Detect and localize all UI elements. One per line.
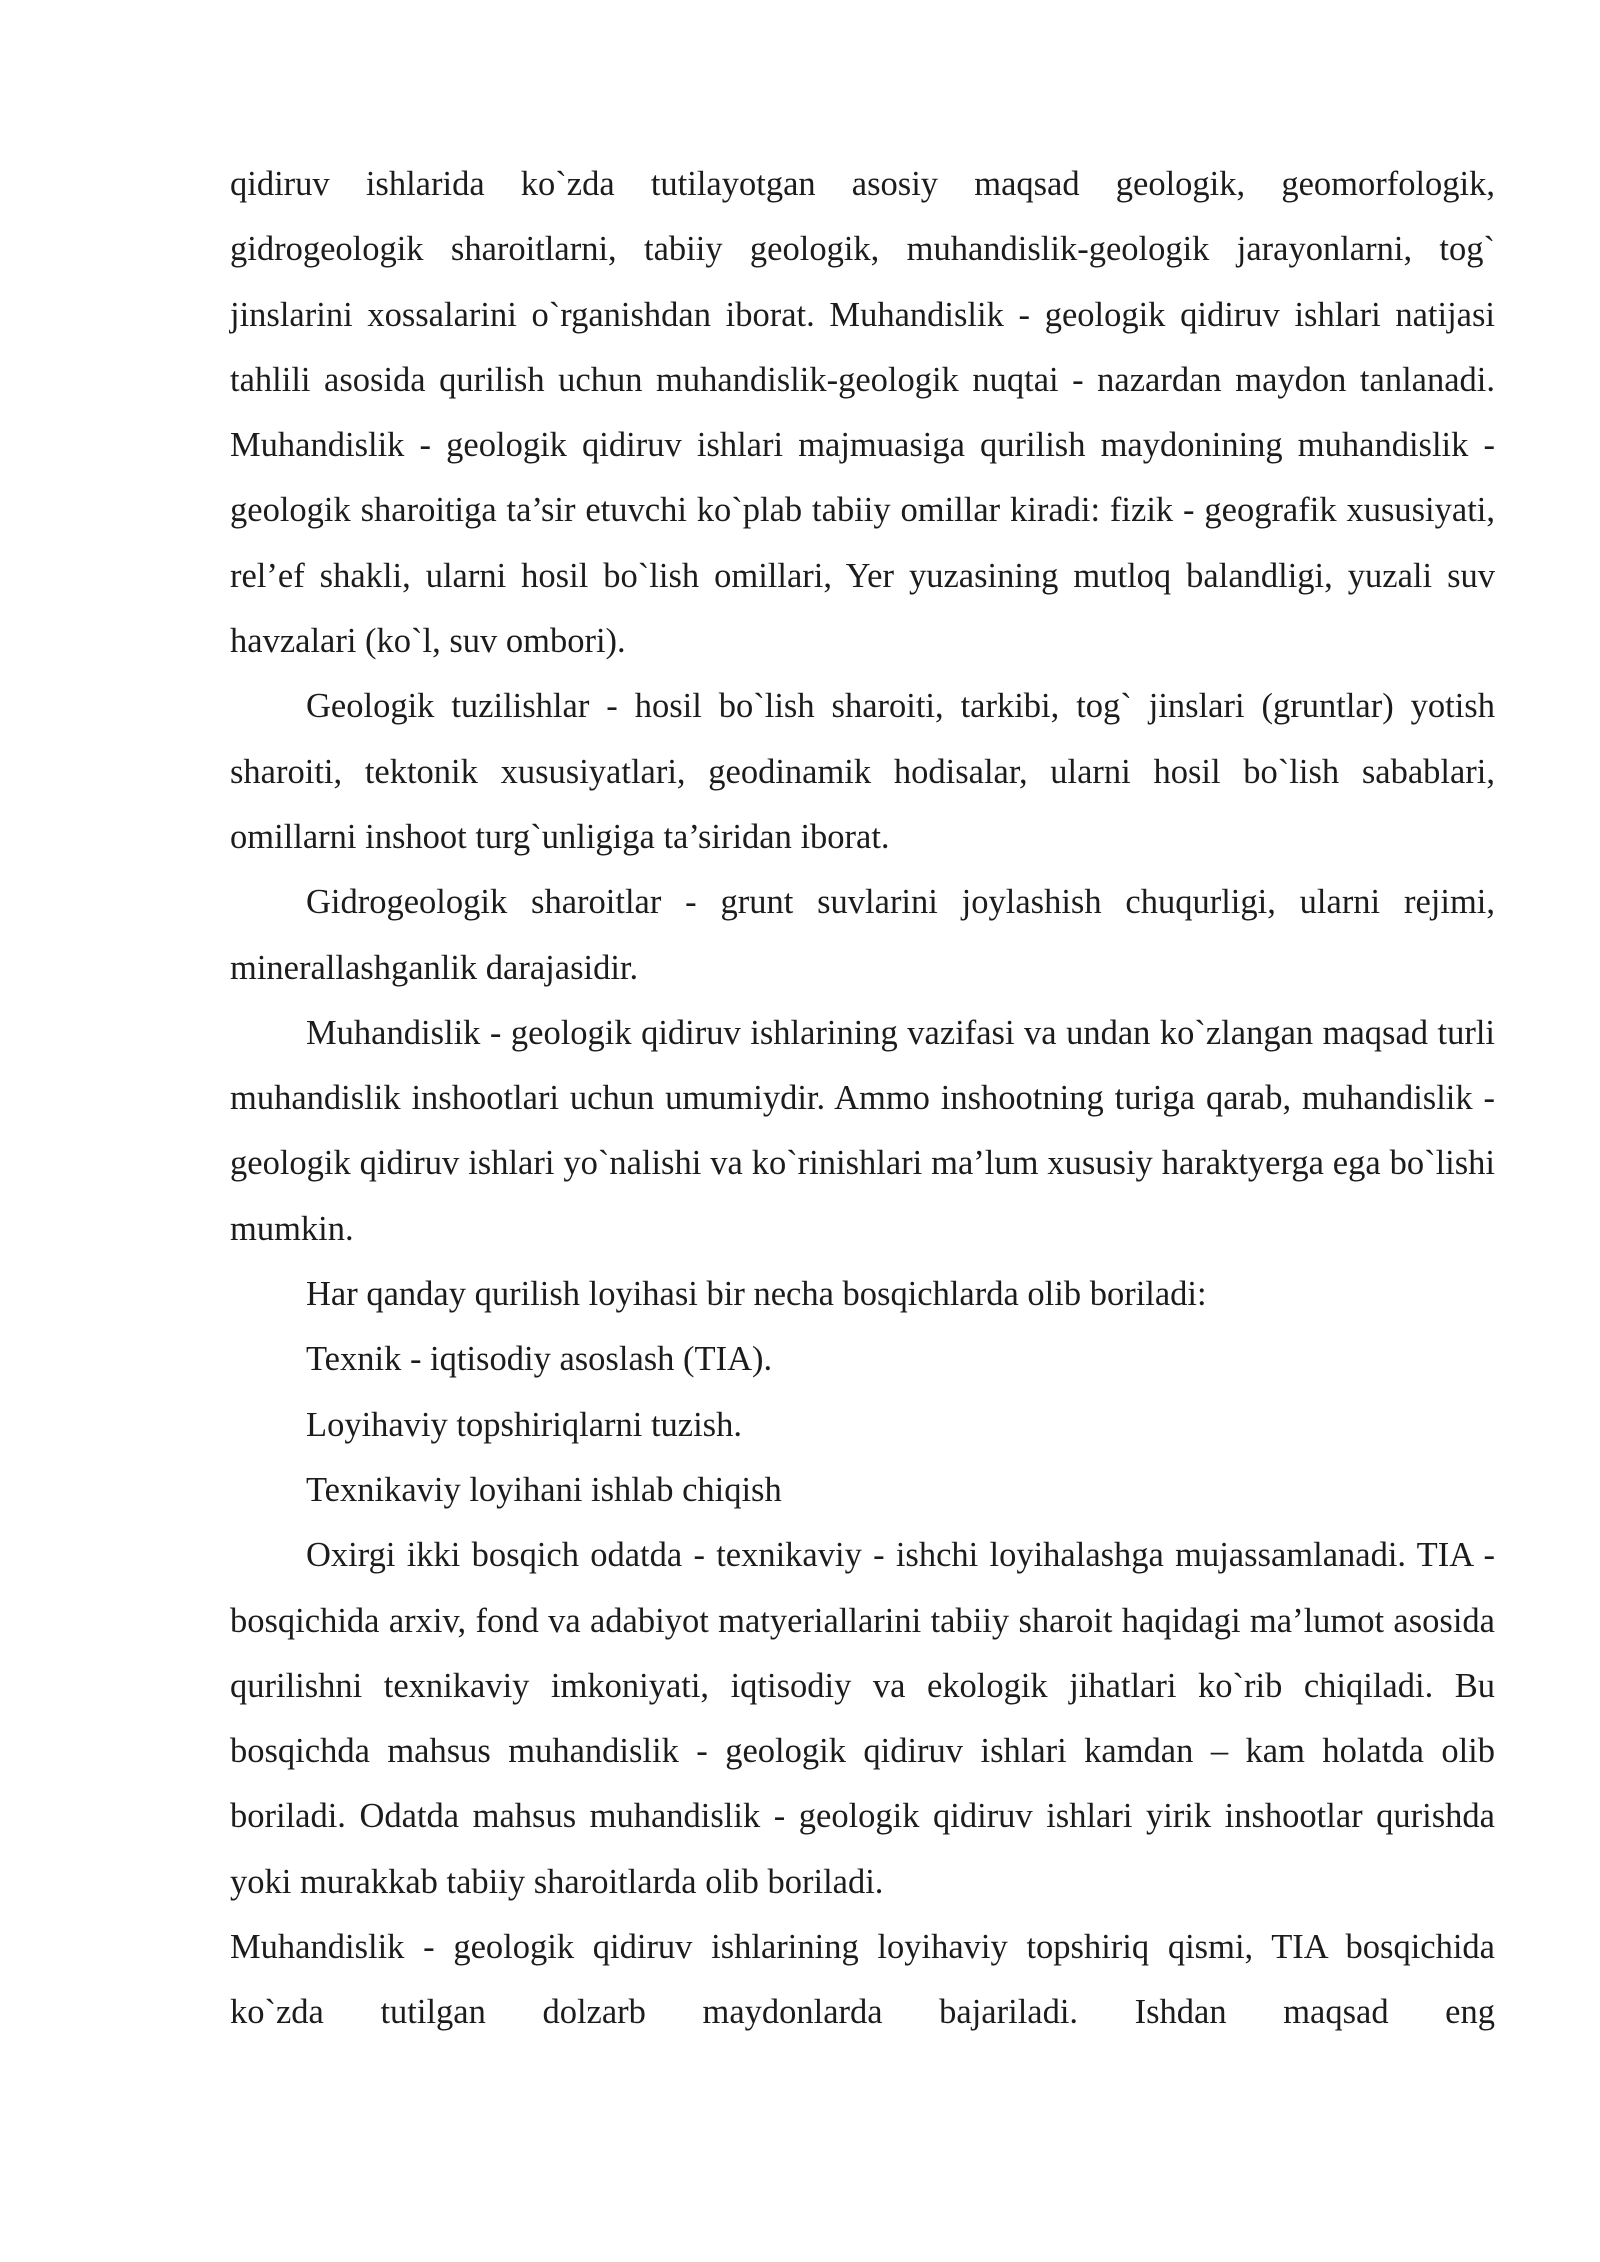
paragraph-project-stages-intro: Har qanday qurilish loyihasi bir necha bosqichlarda olib boriladi: <box>306 1275 1207 1314</box>
paragraph-geological-structures: Geologik tuzilishlar - hosil bo`lish sharoiti, tarkibi, tog` jinslari (gruntlar) yotish sharoiti, tektonik xususiyatlari, geodinamik hodisalar, ularni hosil bo`lish sabablari, omillarni inshoot turg`unligiga ta’siridan iborat. <box>230 687 1495 856</box>
paragraph-last-two-stages: Oxirgi ikki bosqich odatda - texnikaviy - ishchi loyihalashga mujassamlanadi. TIA - bosqichida arxiv, fond va adabiyot matyeriallarini tabiiy sharoit haqidagi ma’lumot asosida qurilishni texnikaviy imkoniyati, iqtisodiy va ekologik jihatlari ko`rib chiqiladi. Bu bosqichda mahsus muhandislik - geologik qidiruv ishlari kamdan – kam holatda olib boriladi. Odatda mahsus muhandislik - geologik qidiruv ishlari yirik inshootlar qurishda yoki murakkab tabiiy sharoitlarda olib boriladi. <box>230 1536 1495 1901</box>
paragraph-survey-tasks: Muhandislik - geologik qidiruv ishlarining vazifasi va undan ko`zlangan maqsad turli muhandislik inshootlari uchun umumiydir. Ammo inshootning turiga qarab, muhandislik - geologik qidiruv ishlari yo`nalishi va ko`rinishlari ma’lum xususiy haraktyerga ega bo`lishi mumkin. <box>230 1013 1495 1248</box>
paragraph-geological-survey-purpose: qidiruv ishlarida ko`zda tutilayotgan asosiy maqsad geologik, geomorfologik, gidrogeologik sharoitlarni, tabiiy geologik, muhandislik-geologik jarayonlarni, tog` jinslarini xossalarini o`rganishdan iborat. Muhandislik - geologik qidiruv ishlari natijasi tahlili asosida qurilish uchun muhandislik-geologik nuqtai - nazardan maydon tanlanadi. Muhandislik - geologik qidiruv ishlari majmuasiga qurilish maydonining muhandislik - geologik sharoitiga ta’sir etuvchi ko`plab tabiiy omillar kiradi: fizik - geografik xususiyati, rel’ef shakli, ularni hosil bo`lish omillari, Yer yuzasining mutloq balandligi, yuzali suv havzalari (ko`l, suv ombori). <box>230 165 1495 661</box>
paragraph-stage-tia: Texnik - iqtisodiy asoslash (TIA). <box>306 1340 773 1379</box>
paragraph-hydrogeological-conditions: Gidrogeologik sharoitlar - grunt suvlarini joylashish chuqurligi, ularni rejimi, minerallashganlik darajasidir. <box>230 883 1495 987</box>
paragraph-stage-technical-project: Texnikaviy loyihani ishlab chiqish <box>306 1470 782 1509</box>
paragraph-stage-design-tasks: Loyihaviy topshiriqlarni tuzish. <box>306 1405 742 1444</box>
document-body <box>230 152 1495 2046</box>
paragraph-design-task-part: Muhandislik - geologik qidiruv ishlarining loyihaviy topshiriq qismi, TIA bosqichida ko`zda tutilgan dolzarb maydonlarda bajariladi. Ishdan maqsad eng <box>230 1928 1495 2032</box>
